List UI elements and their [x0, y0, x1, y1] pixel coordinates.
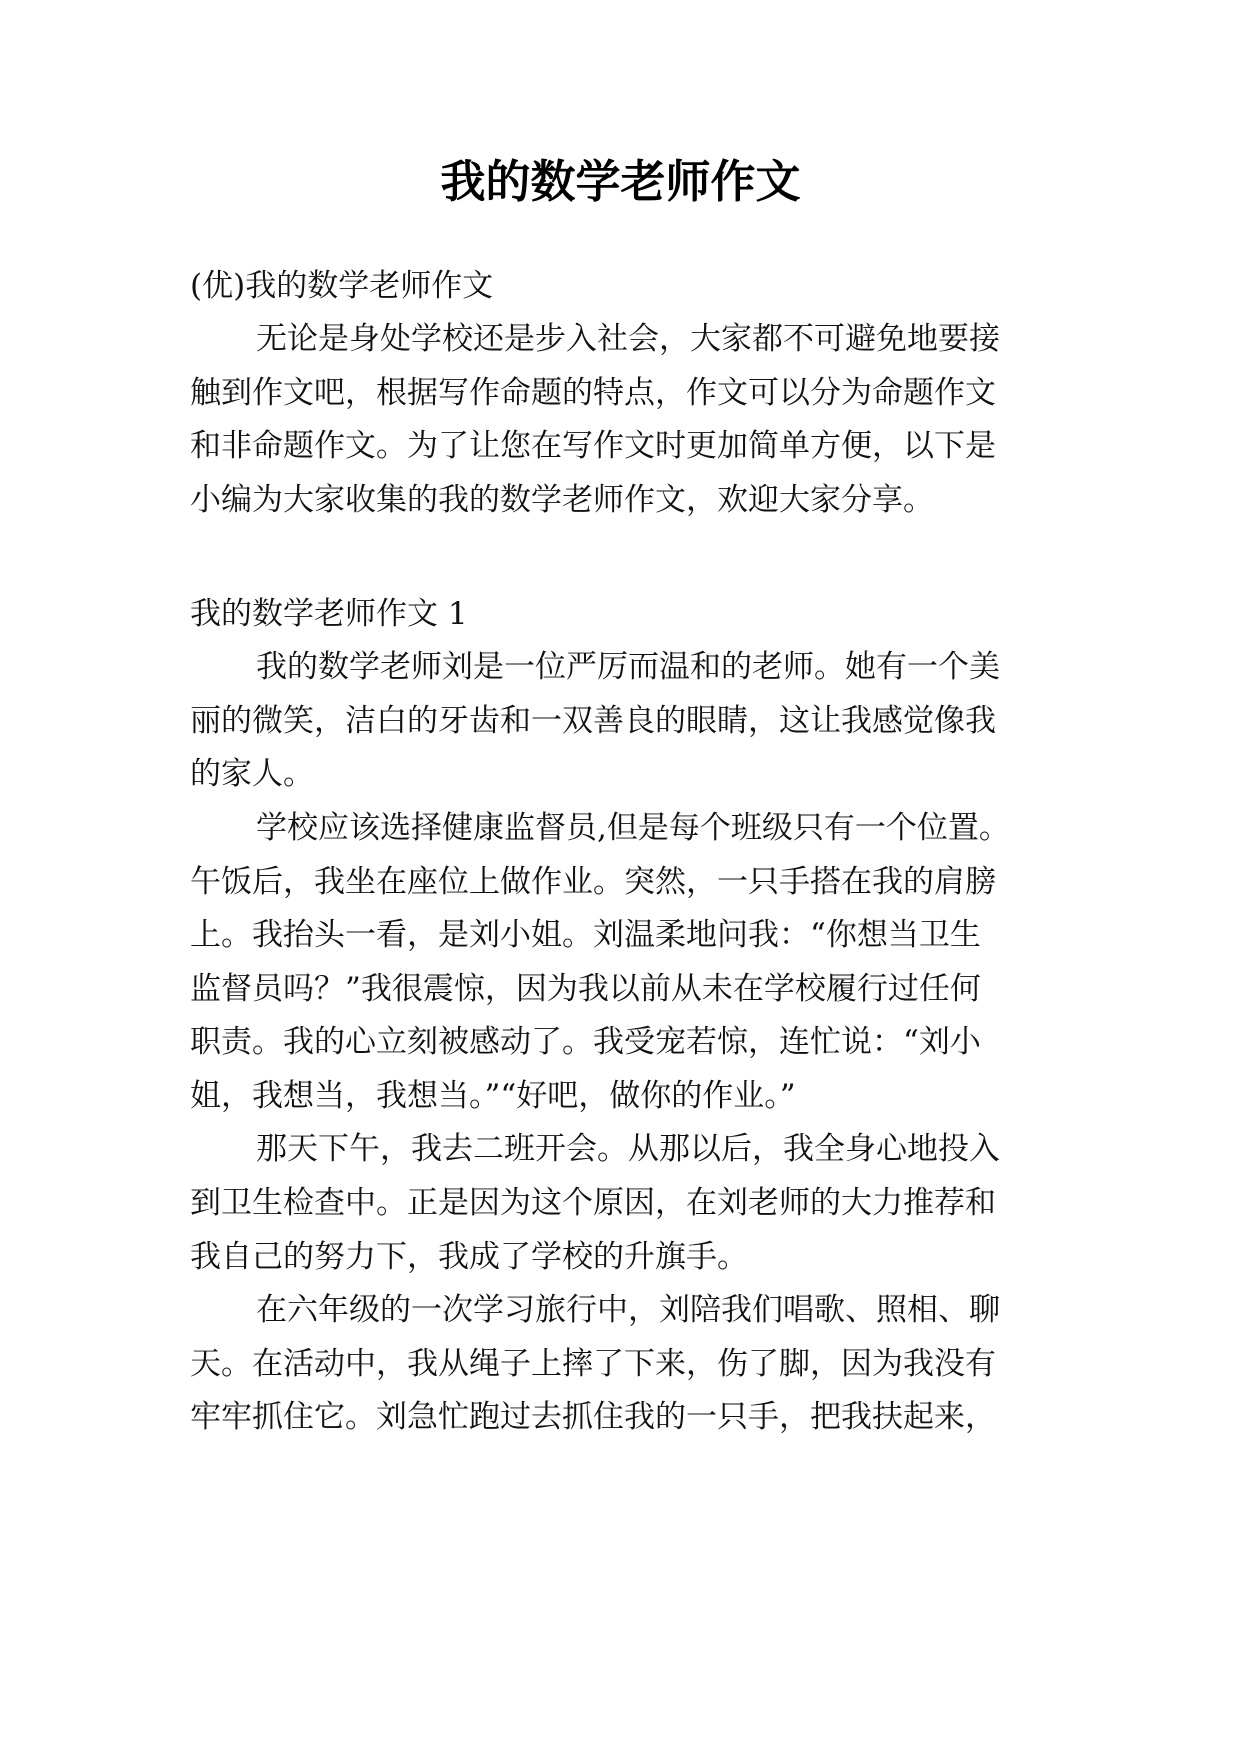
- intro-line: 触到作文吧，根据写作命题的特点，作文可以分为命题作文: [190, 375, 996, 411]
- intro-line: 和非命题作文。为了让您在写作文时更加简单方便，以下是: [190, 428, 996, 464]
- body-line: 天。在活动中，我从绳子上摔了下来，伤了脚，因为我没有: [190, 1346, 996, 1382]
- body-line: 牢牢抓住它。刘急忙跑过去抓住我的一只手，把我扶起来，: [190, 1399, 996, 1435]
- intro-line: 小编为大家收集的我的数学老师作文，欢迎大家分享。: [190, 482, 934, 518]
- body-line: 的家人。: [190, 756, 314, 792]
- body-line: 午饭后，我坐在座位上做作业。突然，一只手搭在我的肩膀: [190, 864, 996, 900]
- body-line: 我的数学老师刘是一位严厉而温和的老师。她有一个美: [256, 649, 1000, 685]
- intro-line: 无论是身处学校还是步入社会，大家都不可避免地要接: [256, 321, 1000, 357]
- body-line: 职责。我的心立刻被感动了。我受宠若惊，连忙说：“刘小: [190, 1024, 981, 1060]
- body-line: 我自己的努力下，我成了学校的升旗手。: [190, 1239, 748, 1275]
- body-line: 丽的微笑，洁白的牙齿和一双善良的眼睛，这让我感觉像我: [190, 703, 996, 739]
- body-line: 学校应该选择健康监督员,但是每个班级只有一个位置。: [256, 810, 1010, 846]
- body-line: 姐，我想当，我想当。”“好吧，做你的作业。”: [190, 1078, 796, 1114]
- body-line: 在六年级的一次学习旅行中，刘陪我们唱歌、照相、聊: [256, 1292, 1000, 1328]
- body-line: 那天下午，我去二班开会。从那以后，我全身心地投入: [256, 1131, 1000, 1167]
- subtitle-line: (优)我的数学老师作文: [190, 268, 494, 304]
- body-line: 监督员吗？”我很震惊，因为我以前从未在学校履行过任何: [190, 971, 981, 1007]
- body-line: 到卫生检查中。正是因为这个原因，在刘老师的大力推荐和: [190, 1185, 996, 1221]
- section-heading: 我的数学老师作文 1: [190, 596, 468, 632]
- body-line: 上。我抬头一看，是刘小姐。刘温柔地问我：“你想当卫生: [190, 917, 981, 953]
- document-title: 我的数学老师作文: [440, 155, 801, 208]
